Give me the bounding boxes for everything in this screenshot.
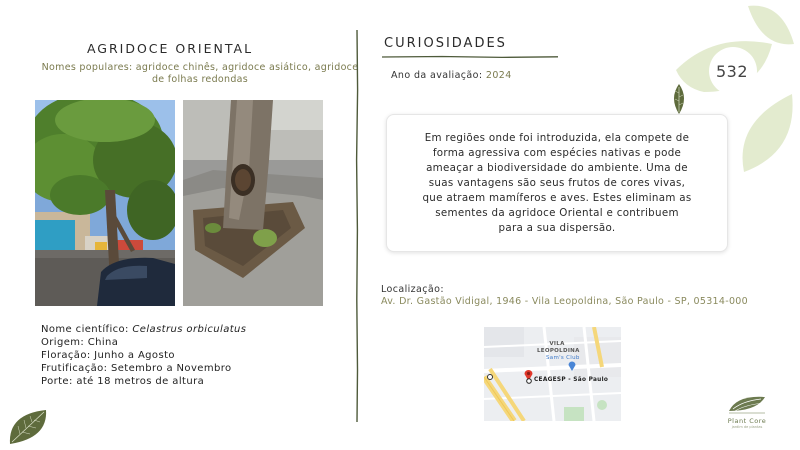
- flowering: Floração: Junho a Agosto: [41, 350, 175, 361]
- curiosity-line: Em regiões onde foi introduzida, ela compete de: [424, 132, 690, 144]
- location-address[interactable]: Av. Dr. Gastão Vidigal, 1946 - Vila Leopoldina, São Paulo - SP, 05314-000: [381, 296, 748, 307]
- leaf-icon: [742, 4, 796, 48]
- heading-underline: [382, 55, 558, 59]
- origin: Origem: China: [41, 337, 119, 348]
- scientific-name-label: Nome científico:: [41, 324, 129, 335]
- plant-title: AGRIDOCE ORIENTAL: [86, 41, 254, 56]
- curiosity-line: para a sua dispersão.: [498, 222, 616, 234]
- map-marker-label: CEAGESP - São Paulo: [534, 377, 609, 383]
- trunk-photo: [183, 100, 323, 306]
- eval-year: 2024: [485, 70, 512, 81]
- scientific-name-row: [41, 323, 246, 336]
- curiosities-heading: CURIOSIDADES: [384, 36, 507, 51]
- logo-icon: [727, 393, 767, 415]
- size: Porte: até 18 metros de altura: [41, 376, 205, 387]
- map-district-label: VILA LEOPOLDINA: [537, 341, 580, 354]
- badge-number: 532: [715, 62, 749, 81]
- fruiting: Frutificação: Setembro a Novembro: [41, 363, 232, 374]
- curiosity-line: suas vantagens são seus frutos de cores vivas,: [428, 177, 686, 189]
- plant-info: [41, 323, 246, 388]
- curiosity-text-box: [386, 114, 728, 252]
- logo-tagline: jardim de plantas: [731, 425, 763, 429]
- logo-name: Plant Core: [727, 417, 767, 425]
- curiosity-line: que atraem mamíferos e aves. Estes eliminam as: [422, 192, 692, 204]
- marker-dot-icon: [526, 378, 532, 384]
- scientific-name: Celastrus orbiculatus: [132, 324, 247, 335]
- location-map[interactable]: [484, 327, 621, 421]
- leaf-icon: [671, 84, 687, 114]
- curiosity-line: sementes da agridoce Oriental e contribuem: [435, 207, 679, 219]
- eval-label: Ano da avaliação:: [391, 70, 483, 81]
- vertical-divider: [355, 30, 359, 422]
- popular-names: Nomes populares: agridoce chinês, agridoce asiático, agridoce de folhas redondas: [41, 62, 359, 85]
- curiosity-line: forma agressiva com espécies nativas e pode: [432, 147, 682, 159]
- curiosity-line: ameaçar a biodiversidade do ambiente. Uma de: [426, 162, 688, 174]
- tree-photo: [35, 100, 175, 306]
- location-label: Localização:: [381, 284, 444, 295]
- shopping-pin-icon: [568, 361, 576, 371]
- map-store-label: Sam's Club: [546, 355, 580, 361]
- leaf-icon: [740, 92, 796, 174]
- evaluation-year: [391, 70, 512, 81]
- leaf-icon: [8, 408, 48, 446]
